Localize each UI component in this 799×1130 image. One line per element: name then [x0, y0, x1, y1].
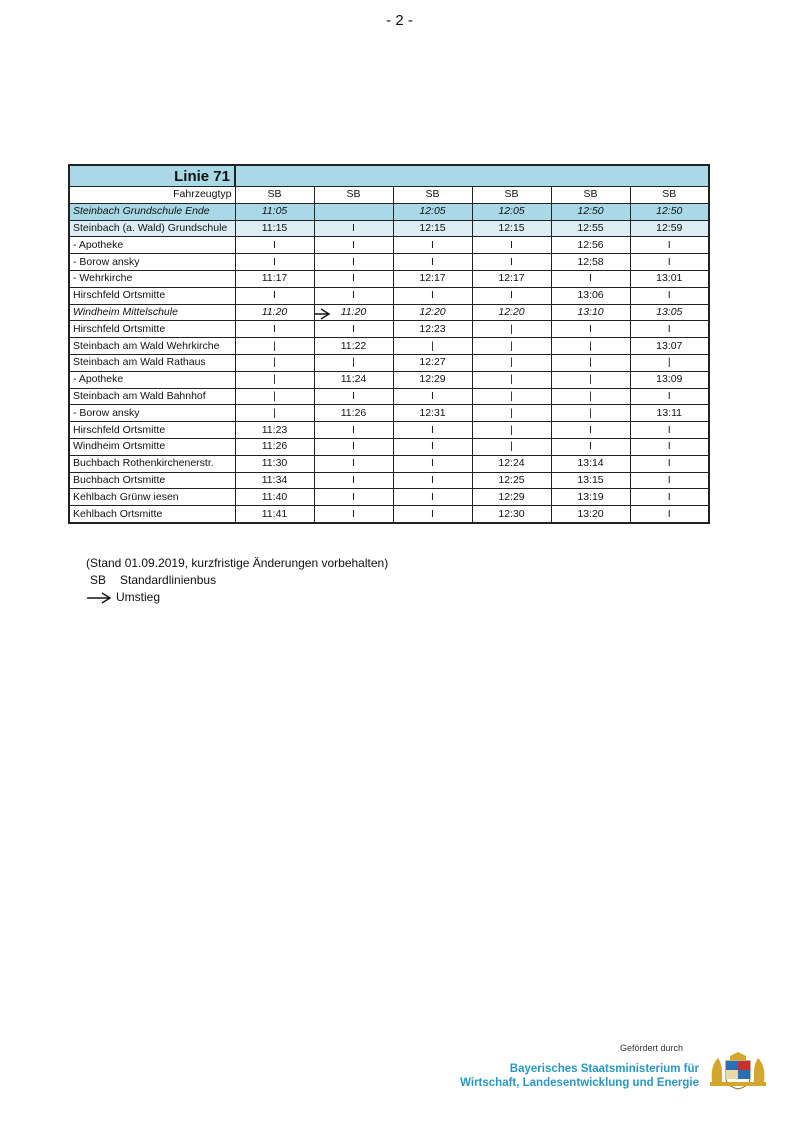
time-cell: 11:41 — [235, 506, 314, 523]
time-cell: 13:01 — [630, 270, 709, 287]
time-cell: | — [472, 354, 551, 371]
table-row — [69, 506, 709, 523]
time-cell: | — [235, 371, 314, 388]
time-cell: 11:23 — [235, 422, 314, 439]
vehicle-type-cell: SB — [235, 187, 314, 204]
time-cell: | — [472, 388, 551, 405]
time-cell: | — [630, 354, 709, 371]
time-cell: I — [393, 438, 472, 455]
time-cell: 11:22 — [314, 338, 393, 355]
table-row — [69, 287, 709, 304]
vehicle-type-cell: SB — [472, 187, 551, 204]
time-cell: | — [472, 422, 551, 439]
time-cell: I — [551, 270, 630, 287]
table-row — [69, 371, 709, 388]
table-row — [69, 254, 709, 271]
table-row — [69, 338, 709, 355]
legend-notes — [86, 555, 388, 606]
time-cell: 13:14 — [551, 455, 630, 472]
time-cell: 12:59 — [630, 220, 709, 237]
time-value: 11:20 — [340, 305, 367, 318]
time-cell: I — [630, 438, 709, 455]
time-cell: I — [314, 321, 393, 338]
time-cell: 12:17 — [393, 270, 472, 287]
time-cell: I — [630, 287, 709, 304]
table-row — [69, 438, 709, 455]
stop-name: - Wehrkirche — [69, 270, 235, 287]
header-label: Fahrzeugtyp — [69, 187, 235, 204]
time-cell: I — [393, 506, 472, 523]
stop-name: Hirschfeld Ortsmitte — [69, 321, 235, 338]
funded-by-label: Gefördert durch — [620, 1043, 684, 1053]
time-cell: I — [472, 287, 551, 304]
table-row — [69, 321, 709, 338]
time-cell: 13:06 — [551, 287, 630, 304]
time-cell: I — [630, 388, 709, 405]
table-row — [69, 422, 709, 439]
time-cell: 11:40 — [235, 489, 314, 506]
time-cell: I — [235, 321, 314, 338]
stop-name: - Borow ansky — [69, 254, 235, 271]
table-row — [69, 388, 709, 405]
table-row — [69, 489, 709, 506]
stop-name: Hirschfeld Ortsmitte — [69, 287, 235, 304]
table-row — [69, 472, 709, 489]
stop-name: Steinbach am Wald Rathaus — [69, 354, 235, 371]
time-cell: 12:55 — [551, 220, 630, 237]
time-cell: 11:05 — [235, 203, 314, 220]
time-cell: | — [551, 354, 630, 371]
timetable — [68, 164, 710, 524]
time-cell: 12:58 — [551, 254, 630, 271]
time-cell: | — [472, 371, 551, 388]
stop-name: Windheim Mittelschule — [69, 304, 235, 321]
time-cell: 12:29 — [472, 489, 551, 506]
title-row — [69, 165, 709, 187]
time-cell: I — [314, 254, 393, 271]
time-cell: 11:15 — [235, 220, 314, 237]
time-cell: I — [393, 489, 472, 506]
time-cell: 12:05 — [393, 203, 472, 220]
time-cell: 12:29 — [393, 371, 472, 388]
time-cell: I — [393, 287, 472, 304]
time-cell: I — [393, 237, 472, 254]
time-cell: 12:24 — [472, 455, 551, 472]
stop-name: Buchbach Rothenkirchenerstr. — [69, 455, 235, 472]
time-cell: 11:24 — [314, 371, 393, 388]
table-row — [69, 354, 709, 371]
time-cell: | — [551, 388, 630, 405]
stop-name: Buchbach Ortsmitte — [69, 472, 235, 489]
time-cell: I — [630, 455, 709, 472]
stop-name: Kehlbach Grünw iesen — [69, 489, 235, 506]
time-cell: 13:05 — [630, 304, 709, 321]
time-cell: I — [314, 220, 393, 237]
time-cell: 12:17 — [472, 270, 551, 287]
time-cell: I — [314, 237, 393, 254]
table-row — [69, 405, 709, 422]
time-cell: 13:07 — [630, 338, 709, 355]
page-number: - 2 - — [386, 12, 413, 29]
time-cell: I — [472, 237, 551, 254]
time-cell: I — [551, 438, 630, 455]
time-cell: I — [630, 254, 709, 271]
time-cell: | — [472, 438, 551, 455]
time-cell: 13:11 — [630, 405, 709, 422]
time-cell: I — [393, 388, 472, 405]
time-cell: 13:09 — [630, 371, 709, 388]
legend-abbr-desc: Standardlinienbus — [120, 573, 217, 587]
table-row — [69, 203, 709, 220]
stop-name: Steinbach am Wald Wehrkirche — [69, 338, 235, 355]
time-cell: 13:20 — [551, 506, 630, 523]
time-cell: I — [314, 472, 393, 489]
time-cell: I — [314, 438, 393, 455]
stop-name: Windheim Ortsmitte — [69, 438, 235, 455]
time-cell: | — [472, 338, 551, 355]
time-cell: 12:15 — [393, 220, 472, 237]
time-cell: | — [551, 338, 630, 355]
time-cell: | — [472, 405, 551, 422]
time-cell: I — [314, 489, 393, 506]
time-cell: I — [630, 472, 709, 489]
table-row — [69, 455, 709, 472]
time-cell: I — [393, 422, 472, 439]
stop-name: Hirschfeld Ortsmitte — [69, 422, 235, 439]
time-cell: 12:20 — [472, 304, 551, 321]
stop-name: Steinbach (a. Wald) Grundschule — [69, 220, 235, 237]
time-cell: I — [314, 287, 393, 304]
ministry-line-1: Bayerisches Staatsministerium für — [509, 1063, 699, 1075]
vehicle-type-cell: SB — [551, 187, 630, 204]
time-cell: I — [314, 422, 393, 439]
time-cell: 13:15 — [551, 472, 630, 489]
time-cell: | — [393, 338, 472, 355]
time-cell: 12:50 — [551, 203, 630, 220]
time-cell: I — [472, 254, 551, 271]
title-fill — [235, 165, 709, 187]
time-cell: I — [314, 270, 393, 287]
time-cell: 12:23 — [393, 321, 472, 338]
time-cell: I — [393, 254, 472, 271]
time-cell: 12:56 — [551, 237, 630, 254]
stop-name: - Apotheke — [69, 237, 235, 254]
ministry-line-2: Wirtschaft, Landesentwicklung und Energie — [460, 1077, 699, 1089]
vehicle-type-cell: SB — [393, 187, 472, 204]
time-cell: | — [551, 371, 630, 388]
stop-name: Steinbach Grundschule Ende — [69, 203, 235, 220]
time-cell: | — [235, 388, 314, 405]
time-cell: 12:15 — [472, 220, 551, 237]
time-cell: 11:26 — [235, 438, 314, 455]
transfer-arrow-icon — [314, 308, 331, 321]
time-cell: I — [630, 506, 709, 523]
time-cell: 12:50 — [630, 203, 709, 220]
time-cell: I — [235, 254, 314, 271]
time-cell: I — [630, 321, 709, 338]
ministry-name — [460, 1062, 699, 1090]
legend-abbr: SB — [90, 573, 107, 587]
time-cell: I — [314, 455, 393, 472]
table-row — [69, 304, 709, 321]
time-cell: | — [235, 338, 314, 355]
table-row — [69, 237, 709, 254]
time-cell: 12:05 — [472, 203, 551, 220]
time-cell: 11:26 — [314, 405, 393, 422]
bavarian-coat-of-arms-icon — [708, 1052, 768, 1090]
time-cell: I — [393, 472, 472, 489]
time-cell: I — [551, 422, 630, 439]
time-cell — [314, 203, 393, 220]
stop-name: Kehlbach Ortsmitte — [69, 506, 235, 523]
time-cell: | — [235, 354, 314, 371]
time-cell: | — [551, 405, 630, 422]
time-cell: 12:25 — [472, 472, 551, 489]
time-cell: I — [393, 455, 472, 472]
header-row — [69, 187, 709, 204]
time-cell: I — [630, 422, 709, 439]
time-cell — [314, 304, 393, 321]
time-cell: 11:30 — [235, 455, 314, 472]
time-cell: 11:20 — [235, 304, 314, 321]
legend-arrow-desc: Umstieg — [116, 590, 161, 604]
time-cell: I — [235, 237, 314, 254]
stand-note: (Stand 01.09.2019, kurzfristige Änderungen vorbehalten) — [86, 556, 389, 570]
time-cell: I — [630, 237, 709, 254]
time-cell: 13:19 — [551, 489, 630, 506]
time-cell: I — [630, 489, 709, 506]
stop-name: - Borow ansky — [69, 405, 235, 422]
time-cell: 11:17 — [235, 270, 314, 287]
table-row — [69, 270, 709, 287]
time-cell: 13:10 — [551, 304, 630, 321]
table-row — [69, 220, 709, 237]
time-cell: | — [472, 321, 551, 338]
time-cell: I — [235, 287, 314, 304]
time-cell: 11:34 — [235, 472, 314, 489]
vehicle-type-cell: SB — [314, 187, 393, 204]
time-cell: 12:27 — [393, 354, 472, 371]
time-cell: I — [314, 506, 393, 523]
time-cell: I — [551, 321, 630, 338]
time-cell: I — [314, 388, 393, 405]
right-arrow-icon — [86, 592, 116, 604]
time-cell: | — [314, 354, 393, 371]
stop-name: Steinbach am Wald Bahnhof — [69, 388, 235, 405]
time-cell: 12:30 — [472, 506, 551, 523]
time-cell: | — [235, 405, 314, 422]
stop-name: - Apotheke — [69, 371, 235, 388]
line-title: Linie 71 — [69, 165, 235, 187]
time-cell: 12:31 — [393, 405, 472, 422]
time-cell: 12:20 — [393, 304, 472, 321]
vehicle-type-cell: SB — [630, 187, 709, 204]
